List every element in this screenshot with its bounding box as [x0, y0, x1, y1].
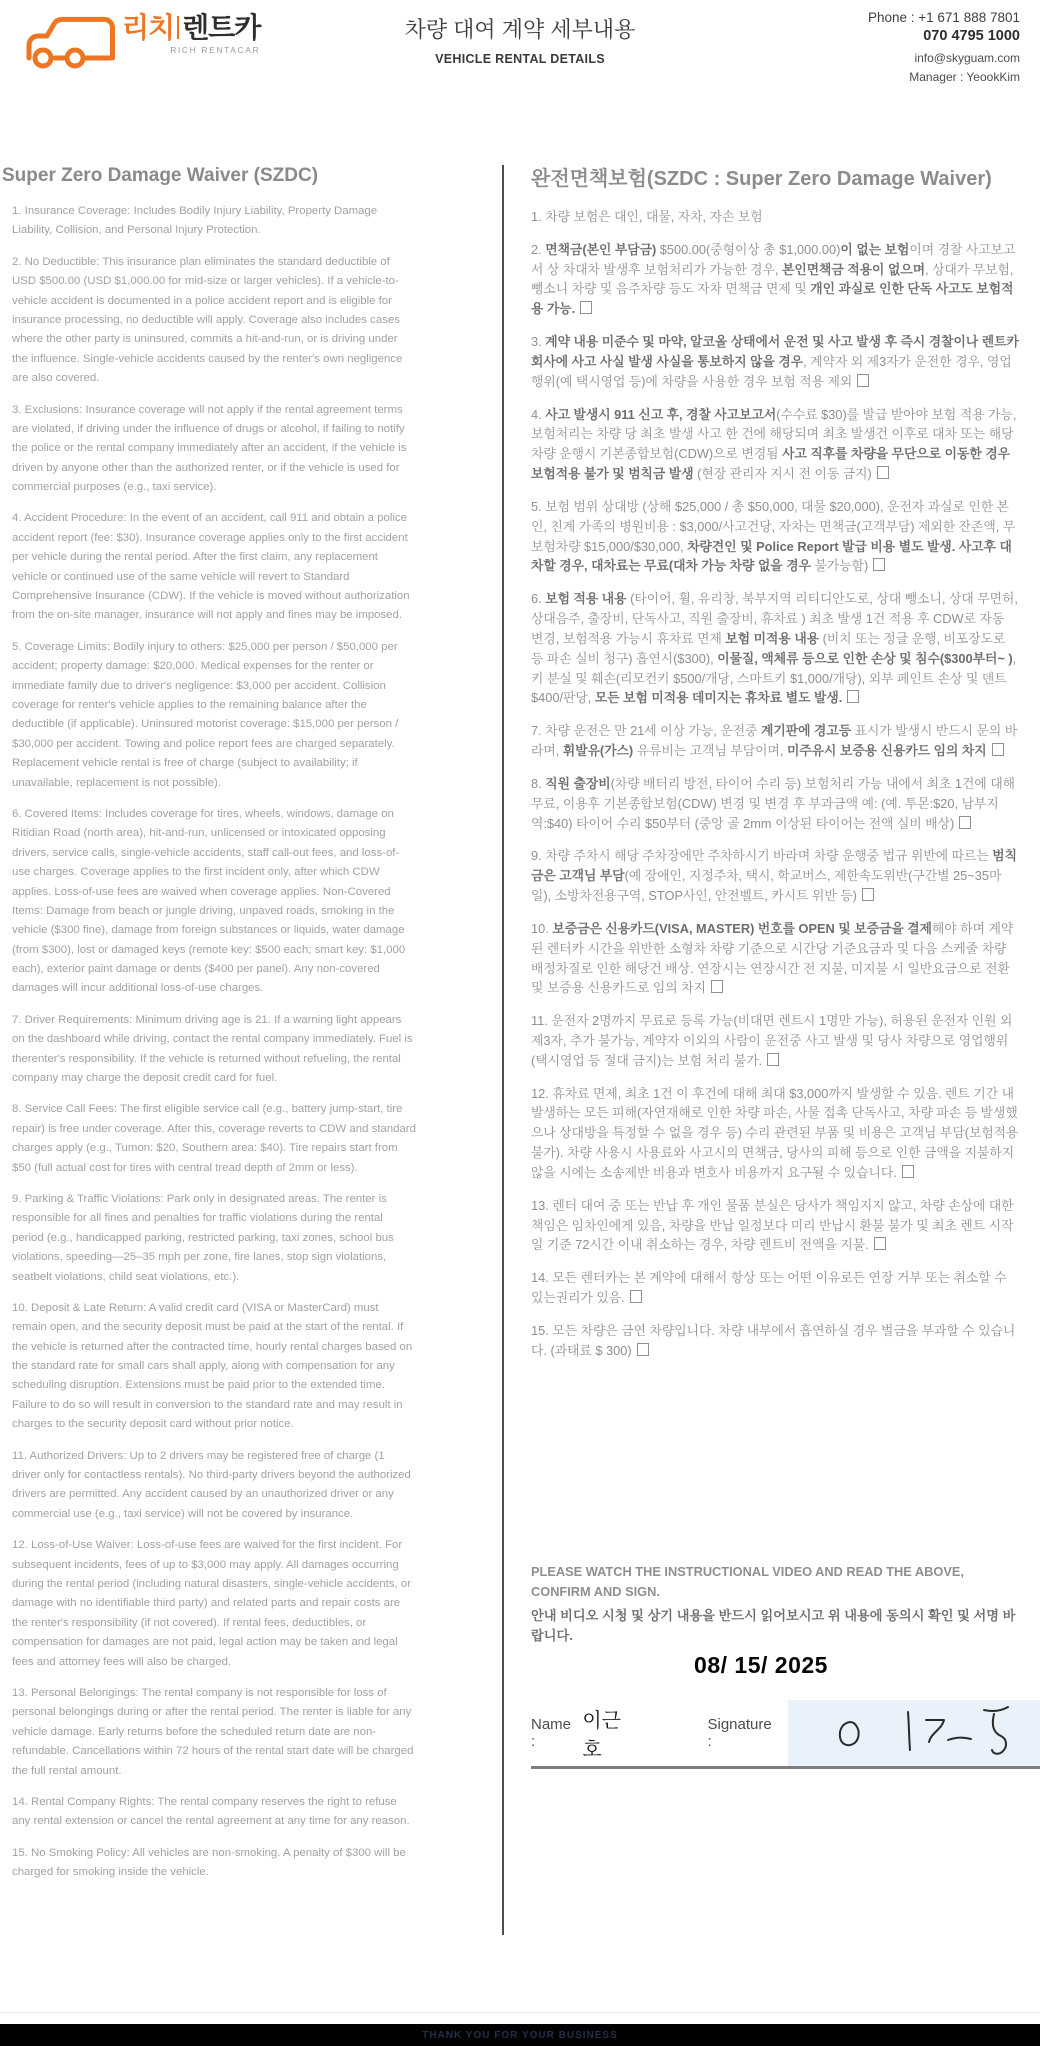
column-divider — [502, 165, 504, 1935]
contact-block — [868, 10, 1020, 84]
checkbox-icon[interactable] — [580, 301, 592, 314]
checkbox-icon[interactable] — [992, 743, 1004, 756]
korean-terms-column — [531, 162, 1020, 1374]
terms-paragraph: 8. 직원 출장비(차량 배터리 방전, 타이어 수리 등) 보험처리 가능 내에서 최초 1건에 대해 무료, 이용후 기본종합보험(CDW) 변경 및 변경 후 부과금액 예: (예. 투몬:$20, 남부지역:$40) 타이어 수리 $50부터 (중앙 골 2mm 이상된 타이어는 전액 실비 배상) — [531, 775, 1016, 831]
page-subtitle: VEHICLE RENTAL DETAILS — [435, 52, 605, 66]
terms-paragraph: 14. 모든 렌터카는 본 계약에 대해서 항상 또는 어떤 이유로든 연장 거부 또는 취소할 수 있는권리가 있음. — [531, 1270, 1007, 1306]
checkbox-icon[interactable] — [874, 1237, 886, 1250]
terms-paragraph: 11. Authorized Drivers: Up to 2 drivers may be registered free of charge (1 driver only for contactless rentals). No third-party drivers beyond the authorized drivers are permitted. Any accident caused by an unauthorized driver or any commercial use (e.g., taxi service) will not be covered by insurance. — [12, 1449, 411, 1520]
checkbox-icon[interactable] — [847, 690, 859, 703]
english-terms-column — [2, 165, 416, 1894]
checkbox-icon[interactable] — [959, 816, 971, 829]
terms-paragraph: 9. Parking & Traffic Violations: Park only in designated areas. The renter is responsible for all fines and penalties for traffic violations during the rental period (e.g., handicapped parking, restricted parking, taxi zones, school bus violations, speeding—25–35 mph per zone, fire lanes, stop sign violations, seatbelt violations, child seat violations, etc.). — [12, 1192, 394, 1283]
terms-paragraph: 9. 차량 주차시 해당 주차장에만 주차하시기 바라며 차량 운행중 법규 위반에 따르는 범칙금은 고객님 부담(예 장애인, 지정주차, 택시, 학교버스, 제한속도위반(구간별 25~35마일), 소방차전용구역, STOP사인, 안전벨트, 카시트 위반 등) — [531, 848, 1018, 904]
terms-paragraph: 7. 차량 운전은 만 21세 이상 가능, 운전중 계기판에 경고등 표시가 발생시 반드시 문의 바라며, 휘발유(가스) 유류비는 고객님 부담이며, 미주유시 보증용 신용카드 임의 차지 — [531, 723, 1018, 759]
terms-paragraph: 7. Driver Requirements: Minimum driving age is 21. If a warning light appears on the dashboard while driving, contact the rental company immediately. Fuel is therenter's responsibility. If the vehicle is returned without refueling, the rental company may charge the deposit credit card for fuel. — [12, 1013, 413, 1085]
terms-paragraph: 12. 휴차료 면제, 최초 1건 이 후건에 대해 최대 $3,000까지 발생할 수 있음. 렌트 기간 내 발생하는 모든 피해(자연재해로 인한 차량 파손, 사물 접촉 단독사고, 차량 파손 등 발생했으나 상대방을 특정할 수 없을 경우 등) 수리 관련된 부품 및 비용은 고객님 부담(보험적용 불가). 차량 사용시 사용료와 사고시의 면책금, 당사의 피해 등으로 인한 금액을 지불하지 않을 시에는 소송제반 비용과 변호사 비용까지 요구될 수 있습니다. — [531, 1085, 1019, 1180]
signature-field[interactable] — [788, 1700, 1040, 1766]
checkbox-icon[interactable] — [857, 374, 869, 387]
terms-paragraph: 12. Loss-of-Use Waiver: Loss-of-use fees are waived for the first incident. For subsequent incidents, fees of up to $3,000 may apply. All damages occurring during the rental period (including natural disasters, single-vehicle accidents, or damage with no identifiable third party) and related parts and repair costs are the renter's responsibility (if not covered). If rental fees, deductibles, or compensation for damages are not paid, legal action may be taken and legal fees and attorney fees will also be charged. — [12, 1539, 411, 1668]
page-title: 차량 대여 계약 세부내용 — [404, 17, 636, 42]
english-terms-list — [2, 202, 416, 1882]
terms-paragraph: 1. Insurance Coverage: Includes Bodily Injury Liability, Property Damage Liability, Collision, and Personal Injury Protection. — [12, 205, 378, 237]
terms-paragraph: 10. Deposit & Late Return: A valid credit card (VISA or MasterCard) must remain open, and the security deposit must be paid at the start of the rental. If the vehicle is returned after the contracted time, hourly rental charges based on the standard rate for small cars shall apply, along with compensation for any scheduling disruption. Extensions must be paid prior to the extended time. Failure to do so will result in conversion to the standard rate and may result in charges to the security deposit card without prior notice. — [12, 1301, 413, 1431]
signature-underline — [531, 1766, 1040, 1769]
terms-paragraph: 15. 모든 차량은 금연 차량입니다. 차량 내부에서 흡연하실 경우 벌금을 부과할 수 있습니다. (과태료 $ 300) — [531, 1322, 1016, 1358]
phone-secondary: 070 4795 1000 — [923, 28, 1020, 44]
terms-paragraph: 4. 사고 발생시 911 신고 후, 경찰 사고보고서(수수료 $30)를 발급 받아야 보험 적용 가능, 보험처리는 차량 당 최초 발생 사고 한 건에 해당되며 최초 발생건 이후로 대차 또는 해당 차량 운행시 기본종합보험(CDW)으로 변경됨 사고 직후를 차량을 무단으로 이동한 경우 보험적용 불가 및 범칙금 발생 (현장 관리자 지시 전 이동 금지) — [531, 406, 1017, 482]
signature-label: Signature : — [707, 1716, 772, 1750]
terms-paragraph: 4. Accident Procedure: In the event of an accident, call 911 and obtain a police accident report (fee: $30). Insurance coverage applies only to the first accident per vehicle during the rental period. After the first claim, any replacement vehicle or continued use of the same vehicle will revert to Standard Comprehensive Insurance (CDW). If the vehicle is moved without authorization from the on-site manager, insurance will not apply and fines may be imposed. — [12, 512, 410, 622]
terms-paragraph: 11. 운전자 2명까지 무료로 등록 가능(비대면 렌트시 1명만 가능), 허용된 운전자 인원 외 제3자, 추가 불가능, 계약자 이외의 사람이 운전중 사고 발생 및 당사 차량으로 영업행위(택시영업 등 절대 금지)는 보험 처리 불가. — [531, 1013, 1013, 1068]
terms-paragraph: 5. 보험 범위 상대방 (상해 $25,000 / 총 $50,000, 대물 $20,000), 운전자 과실로 인한 본인, 친계 가족의 병원비용 : $3,000/사고건당, 자차는 면책금(고객부담) 제외한 잔존액, 무보험차량 $15,000/$30,000, 차량견인 및 Police Report 발급 비용 별도 발생. 사고후 대차할 경우, 대차료는 무료(대차 가능 차량 없을 경우 불가능함) — [531, 498, 1016, 574]
english-terms-heading: Super Zero Damage Waiver (SZDC) — [2, 165, 319, 186]
terms-paragraph: 3. Exclusions: Insurance coverage will not apply if the rental agreement terms are violated, if driving under the influence of drugs or alcohol, if failing to notify the police or the rental company immediately after an accident, if the vehicle is driven by anyone other than the authorized renter, or if the vehicle is used for commercial purposes (e.g., taxi service). — [12, 403, 407, 494]
terms-paragraph: 1. 차량 보험은 대인, 대물, 자차, 자손 보험 — [531, 209, 763, 224]
terms-paragraph: 3. 계약 내용 미준수 및 마약, 알코올 상태에서 운전 및 사고 발생 후 즉시 경찰이나 렌트카 회사에 사고 사실 발생 사실을 통보하지 않을 경우, 계약자 외 제3자가 운전한 경우, 영업행위(예 택시영업 등)에 차량을 사용한 경우 보험 적용 제외 — [531, 334, 1019, 389]
footer-bar — [0, 2024, 1040, 2046]
checkbox-icon[interactable] — [767, 1053, 779, 1066]
logo-kr-dark: 렌트카 — [182, 12, 261, 43]
terms-paragraph: 13. 렌터 대여 중 또는 반납 후 개인 물품 분실은 당사가 책임지지 않고, 차량 손상에 대한 책임은 임차인에게 있음, 차량을 반납 일정보다 미리 반납시 환불 불가 및 최초 렌트 시작일 기준 72시간 이내 취소하는 경우, 차량 렌트비 전액을 지불. — [531, 1197, 1014, 1253]
terms-paragraph: 15. No Smoking Policy: All vehicles are non-smoking. A penalty of $300 will be charged for smoking inside the vehicle. — [12, 1846, 406, 1879]
terms-paragraph: 5. Coverage Limits: Bodily injury to others: $25,000 per person / $50,000 per accident; property damage: $20,000. Medical expenses for the renter or immediate family due to driver's negligence: $3,000 per accident. Collision coverage for renter's vehicle applies to the remaining balance after the deductible (if applicable). Uninsured motorist coverage: $15,000 per person / $30,000 per accident. Towing and police report fees are charged separately. Replacement vehicle rental is free of charge (subject to availability; if unavailable, replacement is not possible). — [12, 640, 399, 789]
terms-paragraph: 2. No Deductible: This insurance plan eliminates the standard deductible of USD $500.00 (USD $1,000.00 for mid-size or larger vehicles). If a vehicle-to-vehicle accident is documented in a police accident report and is eligible for insurance processing, no deductible will apply. Coverage also includes cases where the other party is uninsured, commits a hit-and-run, or is driving under the influence. Single-vehicle accidents caused by the renter's own negligence are also covered. — [12, 255, 403, 385]
terms-paragraph: 2. 면책금(본인 부담금) $500.00(중형이상 총 $1,000.00)이 없는 보험이며 경찰 사고보고서 상 차대차 발생후 보험처리가 가능한 경우, 본인면책금 적용이 없으며, 상대가 무보험, 뺑소니 차량 및 음주차량 등도 자차 면책금 면제 및 개인 과실로 인한 단독 사고도 보험적용 가능. — [531, 241, 1016, 317]
korean-terms-heading: 완전면책보험(SZDC : Super Zero Damage Waiver) — [531, 168, 992, 190]
signature-row — [531, 1700, 1040, 1766]
terms-paragraph: 13. Personal Belongings: The rental company is not responsible for loss of personal belongings during or after the rental period. The renter is liable for any vehicle damage. Early returns before the scheduled return date are non-refundable. Cancellations within 72 hours of the rental start date will be charged the full rental amount. — [12, 1686, 414, 1777]
notice-english: PLEASE WATCH THE INSTRUCTIONAL VIDEO AND READ THE ABOVE, CONFIRM AND SIGN. — [531, 1564, 964, 1600]
korean-terms-list — [531, 207, 1020, 1361]
checkbox-icon[interactable] — [711, 980, 723, 993]
signature-image — [788, 1700, 1040, 1766]
terms-paragraph: 6. Covered Items: Includes coverage for tires, wheels, windows, damage on Ritidian Road (north area), hit-and-run, unlicensed or intoxicated opposing drivers, service calls, single-vehicle accidents, staff call-out fees, and loss-of-use charges. Coverage applies to the first incident only, after which CDW applies. Loss-of-use fees are waived when coverage applies. Non-Covered Items: Damage from beach or jungle driving, unpaved roads, smoking in the vehicle ($300 fine), damage from foreign substances or liquids, water damage (from $300), lost or damaged keys (remote key: $500 each; smart key: $1,000 each), exterior paint damage or dents ($400 per panel). Any non-covered damages will incur additional loss-of-use charges. — [12, 807, 406, 995]
checkbox-icon[interactable] — [873, 558, 885, 571]
renter-name: 이근호 — [582, 1710, 621, 1761]
terms-paragraph: 14. Rental Company Rights: The rental company reserves the right to refuse any rental extension or cancel the rental agreement at any time for any reason. — [12, 1795, 410, 1828]
confirmation-notice — [531, 1562, 1020, 1647]
manager-name: Manager : YeookKim — [909, 70, 1020, 84]
terms-paragraph: 8. Service Call Fees: The first eligible service call (e.g., battery jump-start, tire repair) is free under coverage. After this, coverage reverts to CDW and standard charges apply (e.g., Tumon: $20, Southern area: $40). Tire repairs start from $50 (full actual cost for tires with central tread depth of 2mm or less). — [12, 1103, 416, 1174]
footer-text: THANK YOU FOR YOUR BUSINESS — [422, 2029, 618, 2041]
checkbox-icon[interactable] — [902, 1165, 914, 1178]
name-label: Name : — [531, 1716, 572, 1750]
notice-korean: 안내 비디오 시청 및 상기 내용을 반드시 읽어보시고 위 내용에 동의시 확인 및 서명 바랍니다. — [531, 1607, 1016, 1644]
contract-date: 08/ 15/ 2025 — [694, 1652, 828, 1678]
terms-paragraph: 10. 보증금은 신용카드(VISA, MASTER) 번호를 OPEN 및 보증금을 결제해야 하며 계약된 렌터카 시간을 위반한 소형차 차량 기준으로 시간당 기준요금과 및 다음 스케줄 차량 배정차질로 인한 해당건 배상. 연장시는 연장시간 전 지불, 미지불 시 일반요금으로 전환 및 보증용 신용카드로 임의 차지 — [531, 920, 1014, 996]
checkbox-icon[interactable] — [877, 466, 889, 479]
phone-primary: Phone : +1 671 888 7801 — [867, 10, 1020, 25]
footer-divider — [0, 2012, 1040, 2013]
logo-subtitle: RICH RENTACAR — [170, 45, 261, 55]
logo-kr-orange: 리치 — [122, 12, 175, 43]
terms-paragraph: 6. 보험 적용 내용 (타이어, 휠, 유리창, 북부지역 리티디안도로, 상대 뺑소니, 상대 무면허, 상대음주, 출장비, 단독사고, 직원 출장비, 휴차료 ) 최초 발생 1건 적용 후 CDW로 자동 변경, 보험적용 가능시 휴차료 면제 보험 미적용 내용 (비치 또는 정글 운행, 비포장도로 등 파손 실비 청구) 흡연시($300), 이물질, 액체류 등으로 인한 손상 및 침수($300부터~ ), 키 분실 및 훼손(리모컨키 $500/개당, 스마트키 $1,000/개당), 외부 페인트 손상 및 덴트 $400/판당, 모든 보험 미적용 데미지는 휴차료 별도 발생. — [531, 591, 1018, 706]
checkbox-icon[interactable] — [630, 1290, 642, 1303]
checkbox-icon[interactable] — [637, 1343, 649, 1356]
email-address: info@skyguam.com — [914, 51, 1020, 65]
checkbox-icon[interactable] — [862, 888, 874, 901]
